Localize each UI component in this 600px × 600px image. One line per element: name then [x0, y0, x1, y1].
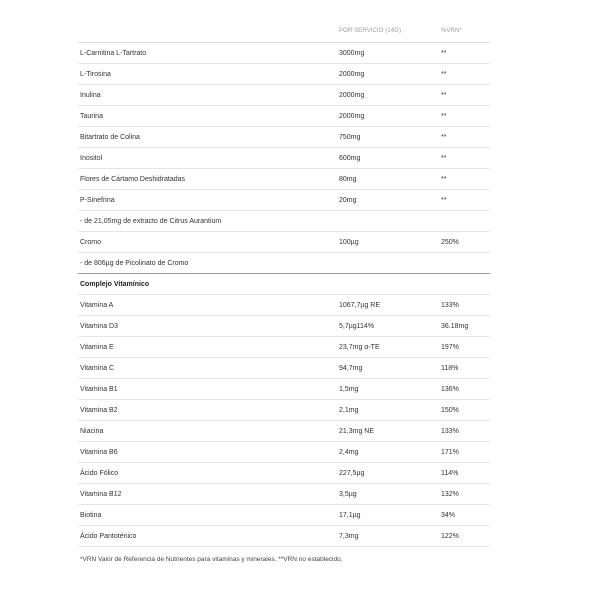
- amount-cell: 750mg: [339, 134, 361, 141]
- nutrient-name: Vitamina B2: [80, 407, 118, 414]
- amount-cell: 100µg: [339, 239, 359, 246]
- nutrient-name: Ácido Fólico: [80, 470, 119, 477]
- table-row: [78, 169, 490, 190]
- table-body: [78, 43, 490, 547]
- serving-column-header: POR SERVICIO (14G): [339, 28, 402, 34]
- amount-cell: 3000mg: [339, 50, 365, 57]
- nrv-cell: 136%: [441, 386, 459, 393]
- nrv-cell: 197%: [441, 344, 459, 351]
- nrv-cell: 34%: [441, 512, 456, 519]
- amount-cell: 17,1µg: [339, 512, 361, 519]
- nrv-cell: **: [441, 197, 447, 204]
- nutrient-name: Biotina: [80, 512, 102, 519]
- nutrient-name: Bitartrato de Colina: [80, 134, 140, 141]
- nutrient-name: Ácido Pantoténico: [80, 533, 137, 540]
- nrv-cell: **: [441, 155, 447, 162]
- table-row: [78, 442, 490, 463]
- table-row: [78, 43, 490, 64]
- nutrient-name: Vitamina B6: [80, 449, 118, 456]
- table-row: [78, 379, 490, 400]
- nutrient-name: Niacina: [80, 428, 104, 435]
- nrv-cell: 36.18mg: [441, 323, 469, 330]
- nrv-cell: 133%: [441, 302, 459, 309]
- table-row: [78, 484, 490, 505]
- nutrient-name: Vitamina D3: [80, 323, 119, 330]
- table-row: [78, 295, 490, 316]
- amount-cell: 94,7mg: [339, 365, 363, 372]
- amount-cell: 1067,7µg RE: [339, 302, 381, 309]
- nutrient-name: Vitamina B1: [80, 386, 118, 393]
- nrv-cell: 118%: [441, 365, 459, 372]
- table-row: [78, 85, 490, 106]
- nrv-cell: 114%: [441, 470, 459, 477]
- nrv-cell: 250%: [441, 239, 459, 246]
- nrv-cell: 122%: [441, 533, 459, 540]
- table-row: [78, 64, 490, 85]
- amount-cell: 7,3mg: [339, 533, 359, 540]
- amount-cell: 2,4mg: [339, 449, 359, 456]
- nrv-cell: 133%: [441, 428, 459, 435]
- nutrient-name: Vitamina A: [80, 302, 114, 309]
- table-row: [78, 463, 490, 484]
- nutrient-name: L-Tirosina: [80, 71, 111, 78]
- nutrient-name: - de 21,05mg de extracto de Citrus Aurantium: [80, 218, 222, 225]
- amount-cell: 5,7µg114%: [339, 323, 375, 330]
- amount-cell: 23,7mg α-TE: [339, 344, 380, 351]
- nrv-cell: **: [441, 71, 447, 78]
- amount-cell: 80mg: [339, 176, 357, 183]
- nutrient-name: Vitamina B12: [80, 491, 122, 498]
- nutrient-name: Vitamina C: [80, 365, 115, 372]
- nutrient-name: Flores de Cártamo Deshidratadas: [80, 176, 186, 183]
- nrv-cell: **: [441, 176, 447, 183]
- amount-cell: 227,5µg: [339, 470, 365, 477]
- nrv-column-header: %VRN*: [441, 28, 462, 34]
- nrv-cell: **: [441, 50, 447, 57]
- nutrient-name: - de 806µg de Picolinato de Cromo: [80, 260, 189, 267]
- amount-cell: 1,5mg: [339, 386, 359, 393]
- amount-cell: 2,1mg: [339, 407, 359, 414]
- table-row: [78, 526, 490, 547]
- amount-cell: 21,3mg NE: [339, 428, 375, 435]
- table-row: [78, 358, 490, 379]
- amount-cell: 2000mg: [339, 92, 365, 99]
- nutrient-name: Vitamina E: [80, 344, 114, 351]
- nutrient-name: Complejo Vitamínico: [80, 281, 150, 288]
- table-row: [78, 211, 490, 232]
- nutrient-name: Taurina: [80, 113, 103, 120]
- table-row: [78, 316, 490, 337]
- nrv-cell: **: [441, 92, 447, 99]
- nutrition-table: [78, 22, 490, 547]
- section-heading-row: [78, 274, 490, 295]
- table-row: [78, 337, 490, 358]
- amount-cell: 2000mg: [339, 71, 365, 78]
- table-row: [78, 232, 490, 253]
- amount-cell: 3,5µg: [339, 491, 357, 498]
- nrv-cell: **: [441, 113, 447, 120]
- footnote: *VRN Valor de Referencia de Nutrientes para vitaminas y minerales. **VRN no establecido.: [80, 556, 343, 563]
- nutrient-name: Inulina: [80, 92, 101, 99]
- table-header: [78, 22, 490, 43]
- table-row: [78, 190, 490, 211]
- nutrient-name: Cromo: [80, 239, 102, 246]
- nutrient-name: L-Carnitina L-Tartrato: [80, 50, 147, 57]
- table-row: [78, 106, 490, 127]
- table-row: [78, 400, 490, 421]
- table-row: [78, 421, 490, 442]
- nrv-cell: **: [441, 134, 447, 141]
- nutrient-name: Inositol: [80, 155, 103, 162]
- table-row: [78, 253, 490, 274]
- nutrient-name: P-Sinefrina: [80, 197, 115, 204]
- table-row: [78, 505, 490, 526]
- amount-cell: 2000mg: [339, 113, 365, 120]
- nrv-cell: 132%: [441, 491, 459, 498]
- nrv-cell: 150%: [441, 407, 459, 414]
- amount-cell: 20mg: [339, 197, 357, 204]
- nrv-cell: 171%: [441, 449, 459, 456]
- amount-cell: 600mg: [339, 155, 361, 162]
- table-row: [78, 148, 490, 169]
- table-row: [78, 127, 490, 148]
